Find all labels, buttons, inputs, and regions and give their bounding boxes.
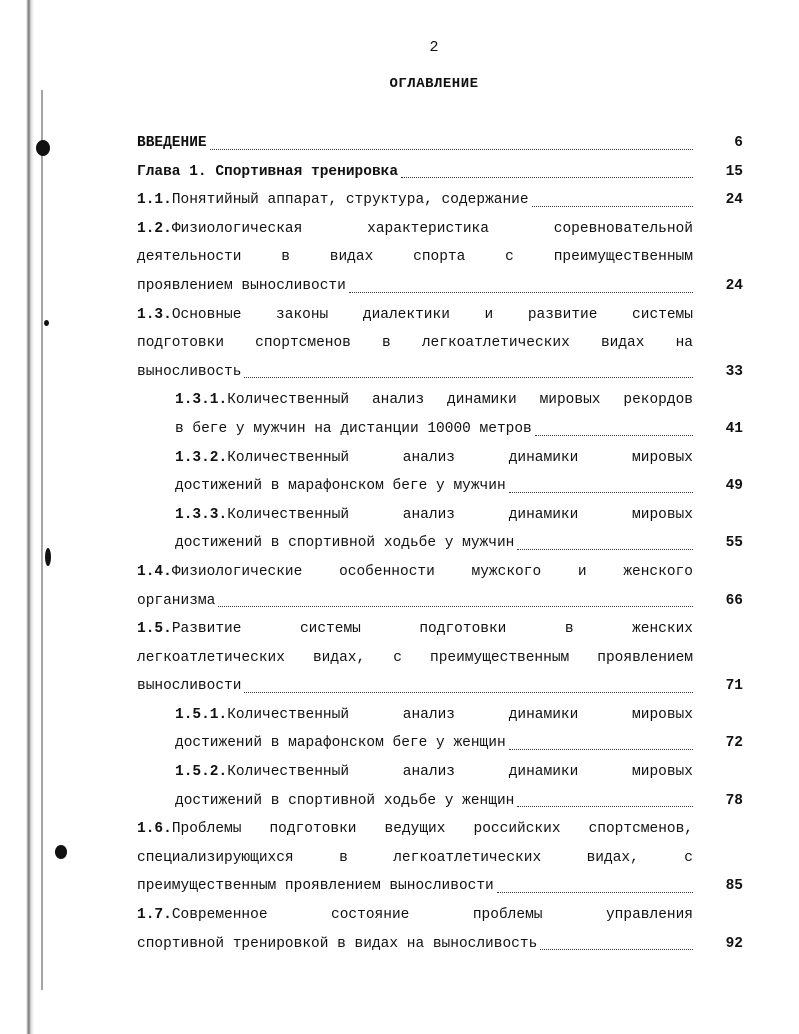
- toc-entry-text: спортивной тренировкой в видах на выносливость: [137, 935, 538, 952]
- toc-word: системы: [632, 306, 693, 323]
- toc-word: видах: [329, 249, 374, 266]
- toc-word: специализирующихся: [137, 849, 294, 866]
- toc-entry-line: [137, 815, 693, 844]
- scan-edge-line: [41, 90, 43, 990]
- toc-word: с: [684, 849, 693, 866]
- toc-entry[interactable]: [137, 758, 743, 815]
- toc-word: анализ: [402, 706, 455, 723]
- dot-leader: [210, 149, 693, 150]
- dot-leader: [517, 549, 693, 550]
- scan-blot: [44, 320, 49, 326]
- toc-word: мужского: [471, 563, 542, 580]
- toc-entry-page: 41: [725, 420, 743, 437]
- toc-entry-number: 1.4.: [137, 563, 172, 580]
- toc-entry-number: 1.7.: [137, 907, 172, 924]
- toc-word: видах: [600, 335, 645, 352]
- toc-word: спортсменов: [255, 335, 351, 352]
- scan-blot: [36, 140, 50, 156]
- toc-entry-line: [137, 272, 693, 301]
- toc-word: с: [393, 649, 402, 666]
- toc-word: мировых: [632, 764, 693, 781]
- toc-word: 1.2.Физиологическая: [137, 220, 303, 237]
- toc-word: спортсменов,: [588, 821, 693, 838]
- toc-word: в: [382, 335, 391, 352]
- toc-entry-text: достижений в спортивной ходьбе у женщин: [175, 792, 515, 809]
- toc-word: проявлением: [597, 649, 693, 666]
- toc-entry-text: 1.1.Понятийный аппарат, структура, содержание: [137, 192, 529, 209]
- toc-entry-line: [175, 729, 693, 758]
- toc-entry-line: [175, 415, 693, 444]
- toc-entry[interactable]: [137, 615, 743, 701]
- toc-word: и: [484, 306, 494, 323]
- toc-word: деятельности: [137, 249, 242, 266]
- toc-entry-number: 1.3.: [137, 306, 172, 323]
- toc-entry-line: [175, 787, 693, 816]
- toc-word: 1.5.2.Количественный: [175, 764, 350, 781]
- toc-entry-line: [137, 329, 693, 358]
- toc-word: спорта: [413, 249, 466, 266]
- toc-entry-line: [175, 444, 693, 473]
- toc-entry-line: [137, 901, 693, 930]
- toc-entry-line: [137, 358, 693, 387]
- dot-leader: [349, 292, 693, 293]
- toc-entry-page: 85: [725, 878, 743, 895]
- toc-word: подготовки: [269, 821, 357, 838]
- toc-entry-text: достижений в спортивной ходьбе у мужчин: [175, 535, 515, 552]
- toc-word: подготовки: [137, 335, 225, 352]
- toc-word: характеристика: [367, 220, 489, 237]
- toc-word: мировых: [632, 449, 693, 466]
- toc-word: динамики: [508, 764, 579, 781]
- toc-entry[interactable]: [137, 815, 743, 901]
- toc-entry-line: [137, 301, 693, 330]
- toc-word: ведущих: [384, 821, 446, 838]
- toc-word: женского: [623, 563, 693, 580]
- toc-word: подготовки: [419, 621, 507, 638]
- toc-entry-line: [175, 529, 693, 558]
- toc-entry-text: ВВЕДЕНИЕ: [137, 135, 207, 151]
- toc-word: динамики: [508, 449, 579, 466]
- toc-entry-number: 1.5.2.: [175, 764, 228, 781]
- toc-entry-page: 55: [725, 535, 743, 552]
- toc-word: 1.7.Современное: [137, 907, 268, 924]
- dot-leader: [535, 435, 693, 436]
- toc-entry-line: [137, 215, 693, 244]
- toc-entry-line: [175, 472, 693, 501]
- toc-entry-page: 72: [725, 735, 743, 752]
- toc-word: анализ: [402, 764, 455, 781]
- toc-word: в: [339, 849, 348, 866]
- toc-entry-page: 66: [725, 592, 743, 609]
- toc-entry-text: достижений в марафонском беге у женщин: [175, 735, 506, 752]
- toc-entry[interactable]: [137, 386, 743, 443]
- toc-entry-text: выносливость: [137, 363, 242, 380]
- toc-word: и: [577, 563, 587, 580]
- dot-leader: [509, 492, 693, 493]
- toc-entry-page: 15: [725, 163, 743, 180]
- toc-entry-text: в беге у мужчин на дистанции 10000 метров: [175, 420, 532, 437]
- toc-word: динамики: [508, 506, 579, 523]
- toc-word: управления: [605, 907, 693, 924]
- toc-entry-number: 1.5.1.: [175, 706, 228, 723]
- toc-word: видах,: [586, 849, 639, 866]
- scan-blot: [45, 548, 51, 566]
- toc-word: мировых: [539, 392, 601, 409]
- toc-entry-text: преимущественным проявлением выносливости: [137, 878, 494, 895]
- toc-word: динамики: [447, 392, 517, 409]
- toc-entry-page: 71: [725, 678, 743, 695]
- toc-word: 1.5.Развитие: [137, 621, 242, 638]
- toc-entry-line: [137, 872, 693, 901]
- toc-entry-line: [137, 129, 693, 158]
- toc-entry-number: 1.3.3.: [175, 506, 228, 523]
- dot-leader: [540, 949, 693, 950]
- toc-word: системы: [299, 621, 361, 638]
- toc-word: 1.4.Физиологические: [137, 563, 303, 580]
- toc-entry-page: 24: [725, 277, 743, 294]
- scan-left-edge: [26, 0, 34, 1034]
- toc-word: анализ: [402, 449, 455, 466]
- toc-entry-number: 1.3.1.: [175, 392, 228, 409]
- dot-leader: [218, 606, 693, 607]
- toc-word: развитие: [527, 306, 598, 323]
- toc-word: 1.3.3.Количественный: [175, 506, 350, 523]
- toc-entry[interactable]: [137, 301, 743, 387]
- toc-word: 1.3.Основные: [137, 306, 242, 323]
- toc-word: соревновательной: [553, 220, 693, 237]
- toc-entry-line: [137, 615, 693, 644]
- toc-entry-number: 1.3.2.: [175, 449, 228, 466]
- toc-entry-page: 92: [725, 935, 743, 952]
- toc-entry-page: 6: [734, 135, 743, 151]
- dot-leader: [517, 806, 693, 807]
- toc-word: состояние: [331, 907, 410, 924]
- toc-title: ОГЛАВЛЕНИЕ: [389, 76, 479, 92]
- dot-leader: [497, 892, 693, 893]
- toc-entry[interactable]: [137, 901, 743, 958]
- dot-leader: [532, 206, 693, 207]
- toc-word: 1.3.2.Количественный: [175, 449, 350, 466]
- toc-word: в: [281, 249, 290, 266]
- toc-entry-page: 24: [725, 192, 743, 209]
- toc-entry-page: 78: [725, 792, 743, 809]
- scan-blot: [55, 845, 67, 859]
- toc-entry[interactable]: [137, 501, 743, 558]
- toc-word: мировых: [632, 706, 693, 723]
- dot-leader: [244, 692, 693, 693]
- toc-entry[interactable]: [137, 186, 743, 215]
- toc-entry-number: 1.6.: [137, 821, 172, 838]
- toc-entry-text: Глава 1. Спортивная тренировка: [137, 163, 399, 180]
- toc-entry-line: [175, 501, 693, 530]
- toc-word: преимущественным: [430, 649, 570, 666]
- toc-entry-line: [137, 644, 693, 673]
- toc-entry-line: [175, 701, 693, 730]
- toc-word: женских: [632, 621, 693, 638]
- toc-entry-line: [137, 844, 693, 873]
- toc-entry-text: достижений в марафонском беге у мужчин: [175, 478, 506, 495]
- toc-word: российских: [473, 821, 561, 838]
- dot-leader: [401, 177, 693, 178]
- toc-entry-line: [137, 558, 693, 587]
- toc-entry[interactable]: [137, 444, 743, 501]
- toc-word: мировых: [632, 506, 693, 523]
- toc-entry-line: [137, 672, 693, 701]
- toc-word: анализ: [371, 392, 425, 409]
- toc-entry-page: 33: [725, 363, 743, 380]
- toc-word: законы: [276, 306, 329, 323]
- dot-leader: [509, 749, 693, 750]
- toc-entry-line: [175, 386, 693, 415]
- toc-entry-number: 1.1.: [137, 192, 172, 209]
- dot-leader: [244, 377, 693, 378]
- toc-word: 1.6.Проблемы: [137, 821, 242, 838]
- toc-word: в: [564, 621, 574, 638]
- toc-word: легкоатлетических: [393, 849, 542, 866]
- toc-entry[interactable]: [137, 701, 743, 758]
- toc-word: динамики: [508, 706, 579, 723]
- toc-word: преимущественным: [553, 249, 693, 266]
- toc-word: рекордов: [623, 392, 693, 409]
- toc-entry[interactable]: [137, 129, 743, 158]
- toc-entry-line: [175, 758, 693, 787]
- toc-entry-number: 1.5.: [137, 621, 172, 638]
- toc-entry-line: [137, 158, 693, 187]
- toc-entry-line: [137, 587, 693, 616]
- toc-entry-line: [137, 243, 693, 272]
- toc-entry-text: проявлением выносливости: [137, 277, 346, 294]
- toc-entry[interactable]: [137, 158, 743, 187]
- toc-word: особенности: [339, 563, 435, 580]
- toc-word: видах,: [312, 649, 366, 666]
- table-of-contents: [137, 129, 743, 958]
- toc-entry[interactable]: [137, 558, 743, 615]
- toc-entry-text: выносливости: [137, 678, 242, 695]
- toc-word: 1.3.1.Количественный: [175, 392, 350, 409]
- toc-word: легкоатлетических: [137, 649, 285, 666]
- toc-word: анализ: [402, 506, 455, 523]
- page-number: 2: [429, 39, 439, 56]
- toc-entry-line: [137, 186, 693, 215]
- toc-entry-number: 1.2.: [137, 220, 172, 237]
- toc-entry-page: 49: [725, 478, 743, 495]
- toc-entry[interactable]: [137, 215, 743, 301]
- toc-word: легкоатлетических: [421, 335, 570, 352]
- toc-word: на: [675, 335, 693, 352]
- toc-entry-line: [137, 930, 693, 959]
- toc-entry-text: организма: [137, 592, 216, 609]
- toc-word: с: [505, 249, 514, 266]
- toc-word: диалектики: [362, 306, 450, 323]
- toc-word: проблемы: [472, 907, 543, 924]
- toc-word: 1.5.1.Количественный: [175, 706, 350, 723]
